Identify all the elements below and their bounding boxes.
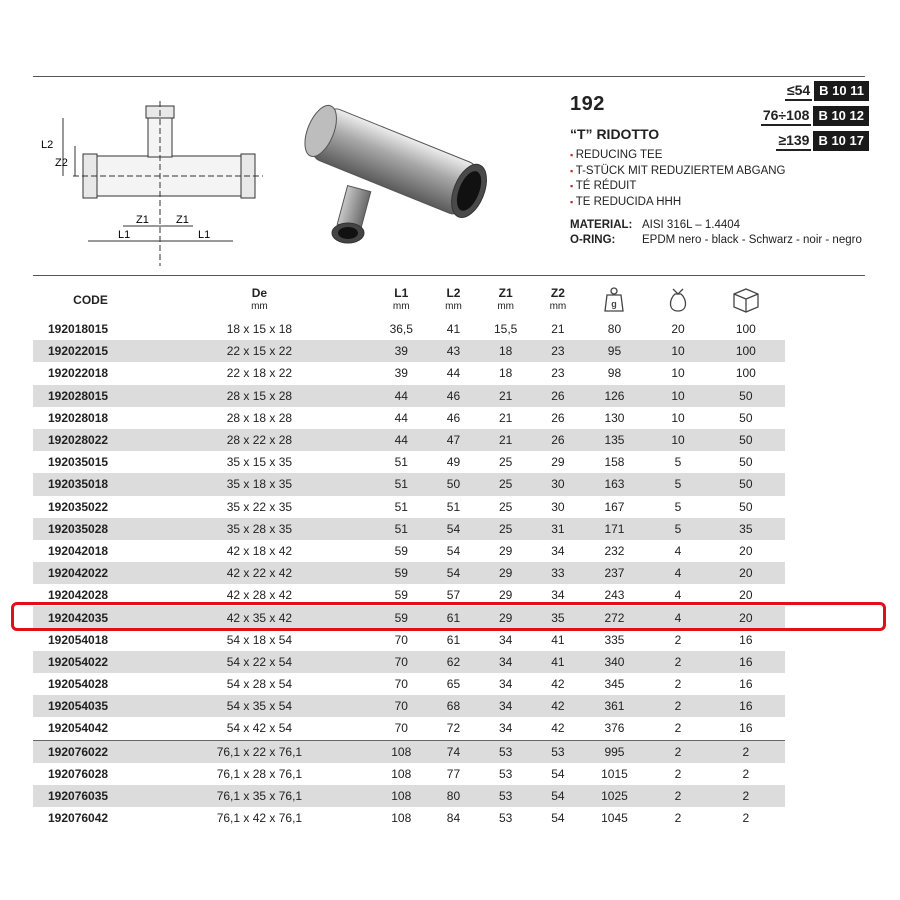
table-cell: 22 x 18 x 22 xyxy=(226,366,293,381)
table-row xyxy=(33,340,785,362)
table-cell: 43 xyxy=(446,344,461,359)
column-header-de: De mm xyxy=(251,286,268,312)
column-header-l2: L2 mm xyxy=(445,286,462,312)
table-cell: 59 xyxy=(394,543,408,558)
table-cell: 42 xyxy=(551,677,565,692)
table-cell: 39 xyxy=(394,344,408,359)
table-cell: 108 xyxy=(391,789,412,804)
table-cell: 95 xyxy=(607,344,622,359)
table-cell: 108 xyxy=(391,766,412,781)
table-cell: 4 xyxy=(674,610,682,625)
table-row xyxy=(33,673,785,695)
drawing-label-z2: Z2 xyxy=(55,157,68,169)
drawing-label-z1: Z1 xyxy=(136,214,149,226)
table-cell: 54 xyxy=(446,521,461,536)
table-cell: 5 xyxy=(674,521,682,536)
table-cell: 376 xyxy=(604,721,625,736)
table-cell: 2 xyxy=(674,811,682,826)
table-cell: 76,1 x 28 x 76,1 xyxy=(216,766,303,781)
table-cell: 2 xyxy=(674,654,682,669)
table-cell: 54 x 22 x 54 xyxy=(226,654,293,669)
table-cell: 192028015 xyxy=(48,388,109,403)
table-cell: 41 xyxy=(551,632,565,647)
tee-technical-drawing xyxy=(33,96,273,271)
table-cell: 50 xyxy=(739,477,753,492)
table-cell: 54 xyxy=(551,811,565,826)
table-cell: 76,1 x 22 x 76,1 xyxy=(148,740,371,763)
table-cell: 50 xyxy=(739,410,753,425)
table-row xyxy=(33,629,785,651)
table-cell: 70 xyxy=(394,721,408,736)
catalog-badges xyxy=(761,80,869,155)
table-cell: 2 xyxy=(674,789,682,804)
table-cell: 163 xyxy=(604,477,625,492)
table-cell: 61 xyxy=(446,632,461,647)
table-cell: 29 xyxy=(551,455,565,470)
table-cell: 54 x 28 x 54 xyxy=(226,677,293,692)
table-cell: 28 x 15 x 28 xyxy=(226,388,293,403)
table-cell: 272 xyxy=(604,610,625,625)
table-cell: 192035028 xyxy=(48,521,109,536)
badge-range: ≤54 xyxy=(785,81,812,101)
table-cell: 192035022 xyxy=(48,499,109,514)
table-cell: 76,1 x 35 x 76,1 xyxy=(216,789,303,804)
table-cell: 34 xyxy=(499,699,513,714)
highlighted-row-outline xyxy=(11,602,886,631)
column-header-code: CODE xyxy=(73,292,108,307)
oring-value: EPDM nero - black - Schwarz - noir - negro xyxy=(642,234,862,246)
table-cell: 51 xyxy=(446,499,461,514)
table-cell: 53 xyxy=(499,766,513,781)
table-cell: 25 xyxy=(499,455,513,470)
table-cell: 2 xyxy=(742,789,750,804)
table-cell: 25 xyxy=(499,499,513,514)
table-cell: 25 xyxy=(499,521,513,536)
bag-icon xyxy=(667,287,689,313)
table-cell: 20 xyxy=(671,322,685,337)
table-row xyxy=(33,540,785,562)
table-cell: 54 x 42 x 54 xyxy=(226,721,293,736)
table-cell: 16 xyxy=(739,699,753,714)
table-cell: 49 xyxy=(446,455,461,470)
table-cell: 59 xyxy=(394,610,408,625)
table-cell: 21 xyxy=(551,322,565,337)
table-cell: 126 xyxy=(604,388,625,403)
table-cell: 29 xyxy=(499,543,513,558)
table-cell: 51 xyxy=(394,477,408,492)
product-code: 192 xyxy=(570,93,605,115)
table-cell: 28 x 18 x 28 xyxy=(226,410,293,425)
table-cell: 16 xyxy=(739,721,753,736)
table-cell: 192042028 xyxy=(48,588,109,603)
table-cell: 108 xyxy=(371,740,432,763)
table-cell: 46 xyxy=(446,388,461,403)
table-cell: 51 xyxy=(394,455,408,470)
top-divider xyxy=(33,76,865,77)
column-header-z1: Z1 mm xyxy=(497,286,515,312)
table-cell: 51 xyxy=(394,521,408,536)
table-cell: 192042018 xyxy=(48,543,109,558)
table-cell: 4 xyxy=(674,543,682,558)
table-cell: 243 xyxy=(604,588,625,603)
table-cell: 232 xyxy=(604,543,625,558)
table-cell: 192076035 xyxy=(48,789,109,804)
table-cell: 340 xyxy=(604,654,625,669)
table-cell: 53 xyxy=(475,740,536,763)
table-cell: 31 xyxy=(551,521,565,536)
table-cell: 72 xyxy=(446,721,461,736)
table-cell: 59 xyxy=(394,588,408,603)
table-row xyxy=(33,451,785,473)
table-cell: 192076022 xyxy=(33,740,148,763)
table-cell: 2 xyxy=(742,811,750,826)
badge-row xyxy=(761,80,869,102)
table-cell: 80 xyxy=(446,789,461,804)
table-cell: 10 xyxy=(671,388,685,403)
table-cell: 62 xyxy=(446,654,461,669)
table-cell: 192042022 xyxy=(48,566,109,581)
table-cell: 53 xyxy=(499,789,513,804)
table-cell: 26 xyxy=(551,433,565,448)
table-cell: 35 xyxy=(739,521,753,536)
table-cell: 18 xyxy=(499,366,513,381)
table-cell: 54 xyxy=(551,789,565,804)
table-cell: 42 x 35 x 42 xyxy=(226,610,293,625)
table-cell: 20 xyxy=(739,543,753,558)
table-cell: 5 xyxy=(674,477,682,492)
table-cell: 192076028 xyxy=(48,766,109,781)
table-cell: 2 xyxy=(674,766,682,781)
table-cell: 34 xyxy=(499,632,513,647)
table-cell: 192035018 xyxy=(48,477,109,492)
table-cell: 34 xyxy=(551,543,565,558)
table-row xyxy=(33,785,785,807)
column-header-l1: L1 mm xyxy=(392,286,410,312)
table-cell: 35 x 18 x 35 xyxy=(226,477,293,492)
box-icon xyxy=(731,287,761,313)
table-cell: 84 xyxy=(446,811,461,826)
table-cell: 23 xyxy=(551,344,565,359)
table-cell: 192028022 xyxy=(48,433,109,448)
oring-label: O-RING: xyxy=(570,234,616,246)
table-header-row xyxy=(33,282,785,318)
table-cell: 70 xyxy=(394,654,408,669)
badge-code: B 10 11 xyxy=(814,81,869,101)
table-cell: 10 xyxy=(671,433,685,448)
table-cell: 42 x 18 x 42 xyxy=(226,543,293,558)
table-cell: 1025 xyxy=(601,789,628,804)
table-cell: 2 xyxy=(674,699,682,714)
table-cell: 59 xyxy=(394,566,408,581)
table-cell: 42 xyxy=(551,721,565,736)
table-cell: 34 xyxy=(499,677,513,692)
table-cell: 80 xyxy=(607,322,622,337)
table-cell: 42 xyxy=(551,699,565,714)
table-row xyxy=(33,429,785,451)
product-name-es: ▪ TE REDUCIDA HHH xyxy=(570,195,870,211)
table-cell: 35 x 28 x 35 xyxy=(226,521,293,536)
table-cell: 100 xyxy=(735,366,756,381)
table-cell: 29 xyxy=(499,610,513,625)
table-cell: 30 xyxy=(551,499,565,514)
table-cell: 54 xyxy=(446,566,461,581)
column-header-bag xyxy=(649,282,706,318)
table-row xyxy=(33,496,785,518)
table-cell: 70 xyxy=(394,677,408,692)
badge-code: B 10 12 xyxy=(813,106,869,126)
table-cell: 158 xyxy=(604,455,625,470)
table-cell: 74 xyxy=(432,740,475,763)
drawing-label-l2: L2 xyxy=(41,139,54,151)
table-cell: 100 xyxy=(735,322,756,337)
badge-range: ≥139 xyxy=(776,131,811,151)
product-name-fr: ▪ TÉ RÉDUIT xyxy=(570,179,870,195)
table-cell: 35 x 15 x 35 xyxy=(226,455,293,470)
table-cell: 42 x 28 x 42 xyxy=(226,588,293,603)
table-cell: 335 xyxy=(604,632,625,647)
product-title: “T” RIDOTTO xyxy=(570,126,660,142)
table-cell: 1015 xyxy=(601,766,628,781)
column-header-weight xyxy=(580,282,650,318)
table-cell: 26 xyxy=(551,410,565,425)
table-cell: 237 xyxy=(604,566,625,581)
table-cell: 167 xyxy=(604,499,625,514)
table-cell: 34 xyxy=(499,721,513,736)
table-cell: 44 xyxy=(394,388,408,403)
table-cell: 135 xyxy=(604,433,625,448)
table-cell: 192054042 xyxy=(48,721,109,736)
table-cell: 192054018 xyxy=(48,632,109,647)
table-row xyxy=(33,407,785,429)
table-cell: 192022015 xyxy=(48,344,109,359)
table-cell: 16 xyxy=(739,654,753,669)
table-cell: 2 xyxy=(649,740,706,763)
table-cell: 29 xyxy=(499,588,513,603)
table-cell: 5 xyxy=(674,455,682,470)
table-cell: 2 xyxy=(674,632,682,647)
table-cell: 41 xyxy=(551,654,565,669)
table-cell: 44 xyxy=(394,433,408,448)
table-row xyxy=(33,318,785,340)
table-cell: 23 xyxy=(551,366,565,381)
table-row xyxy=(33,562,785,584)
table-cell: 36,5 xyxy=(389,322,413,337)
table-cell: 53 xyxy=(499,811,513,826)
table-cell: 68 xyxy=(446,699,461,714)
table-cell: 130 xyxy=(604,410,625,425)
table-cell: 54 x 18 x 54 xyxy=(226,632,293,647)
table-cell: 192022018 xyxy=(48,366,109,381)
badge-row xyxy=(761,105,869,127)
drawing-label-l1: L1 xyxy=(118,229,131,241)
table-cell: 50 xyxy=(739,433,753,448)
table-cell: 21 xyxy=(499,388,513,403)
table-cell: 4 xyxy=(674,588,682,603)
table-cell: 34 xyxy=(551,588,565,603)
table-cell: 10 xyxy=(671,410,685,425)
table-cell: 28 x 22 x 28 xyxy=(226,433,293,448)
table-row xyxy=(33,385,785,407)
table-cell: 21 xyxy=(499,433,513,448)
table-cell: 4 xyxy=(674,566,682,581)
table-cell: 25 xyxy=(499,477,513,492)
table-cell: 22 x 15 x 22 xyxy=(226,344,293,359)
product-names xyxy=(570,148,870,210)
table-cell: 361 xyxy=(604,699,625,714)
table-cell: 35 x 22 x 35 xyxy=(226,499,293,514)
table-cell: 16 xyxy=(739,632,753,647)
table-cell: 26 xyxy=(551,388,565,403)
product-photo xyxy=(290,93,490,263)
table-cell: 20 xyxy=(739,610,753,625)
table-cell: 46 xyxy=(446,410,461,425)
table-cell: 51 xyxy=(394,499,408,514)
table-cell: 192054035 xyxy=(48,699,109,714)
column-header-z2: Z2 mm xyxy=(549,286,567,312)
table-row xyxy=(33,807,785,829)
table-cell: 2 xyxy=(674,677,682,692)
table-cell: 10 xyxy=(671,366,685,381)
table-cell: 39 xyxy=(394,366,408,381)
drawing-label-z1: Z1 xyxy=(176,214,189,226)
table-cell: 70 xyxy=(394,699,408,714)
weight-icon xyxy=(603,287,625,313)
table-cell: 70 xyxy=(394,632,408,647)
table-cell: 995 xyxy=(580,740,650,763)
column-header-box xyxy=(707,282,785,318)
badge-range: 76÷108 xyxy=(761,106,812,126)
table-cell: 345 xyxy=(604,677,625,692)
table-row xyxy=(33,651,785,673)
table-row xyxy=(33,763,785,785)
table-row xyxy=(33,518,785,540)
table-row xyxy=(33,473,785,495)
table-cell: 54 xyxy=(446,543,461,558)
table-cell: 47 xyxy=(446,433,461,448)
table-row xyxy=(33,717,785,740)
table-cell: 171 xyxy=(604,521,625,536)
svg-text:g: g xyxy=(611,299,618,309)
table-cell: 192076042 xyxy=(48,811,109,826)
badge-row xyxy=(761,130,869,152)
table-cell: 5 xyxy=(674,499,682,514)
table-cell: 192028018 xyxy=(48,410,109,425)
table-cell: 44 xyxy=(394,410,408,425)
table-cell: 44 xyxy=(446,366,461,381)
table-cell: 42 x 22 x 42 xyxy=(226,566,293,581)
table-cell: 15,5 xyxy=(494,322,518,337)
badge-code: B 10 17 xyxy=(813,131,869,151)
table-cell: 50 xyxy=(739,388,753,403)
table-cell: 1045 xyxy=(601,811,628,826)
table-cell: 98 xyxy=(607,366,622,381)
table-cell: 192054022 xyxy=(48,654,109,669)
table-cell: 35 xyxy=(551,610,565,625)
table-cell: 50 xyxy=(739,499,753,514)
table-cell: 57 xyxy=(446,588,461,603)
table-cell: 29 xyxy=(499,566,513,581)
table-cell: 50 xyxy=(739,455,753,470)
table-cell: 2 xyxy=(742,766,750,781)
table-cell: 2 xyxy=(707,740,785,763)
table-cell: 20 xyxy=(739,566,753,581)
table-cell: 10 xyxy=(671,344,685,359)
table-body xyxy=(33,318,785,829)
table-cell: 100 xyxy=(735,344,756,359)
table-cell: 65 xyxy=(446,677,461,692)
table-cell: 54 x 35 x 54 xyxy=(226,699,293,714)
table-cell: 192018015 xyxy=(48,322,109,337)
table-cell: 41 xyxy=(446,322,461,337)
material-label: MATERIAL: xyxy=(570,219,633,231)
table-cell: 54 xyxy=(551,766,565,781)
product-name-de: ▪ T-STÜCK MIT REDUZIERTEM ABGANG xyxy=(570,164,870,180)
table-row xyxy=(33,695,785,717)
drawing-label-l1: L1 xyxy=(198,229,211,241)
table-cell: 77 xyxy=(446,766,461,781)
table-row xyxy=(33,362,785,384)
table-cell: 50 xyxy=(446,477,461,492)
table-cell: 53 xyxy=(536,740,579,763)
section-divider xyxy=(33,275,865,276)
table-cell: 21 xyxy=(499,410,513,425)
table-cell: 61 xyxy=(446,610,461,625)
table-cell: 192035015 xyxy=(48,455,109,470)
table-cell: 2 xyxy=(674,721,682,736)
table-cell: 18 x 15 x 18 xyxy=(226,322,293,337)
material-value: AISI 316L – 1.4404 xyxy=(642,219,741,231)
table-cell: 76,1 x 42 x 76,1 xyxy=(216,811,303,826)
dimensions-table xyxy=(33,282,785,829)
table-cell: 108 xyxy=(391,811,412,826)
table-cell: 18 xyxy=(499,344,513,359)
table-cell: 20 xyxy=(739,588,753,603)
table-cell: 34 xyxy=(499,654,513,669)
table-row xyxy=(33,740,785,763)
table-cell: 16 xyxy=(739,677,753,692)
material-info xyxy=(570,218,862,248)
table-cell: 30 xyxy=(551,477,565,492)
table-cell: 192054028 xyxy=(48,677,109,692)
table-cell: 33 xyxy=(551,566,565,581)
product-name-en: ▪ REDUCING TEE xyxy=(570,148,870,164)
table-cell: 192042035 xyxy=(48,610,109,625)
